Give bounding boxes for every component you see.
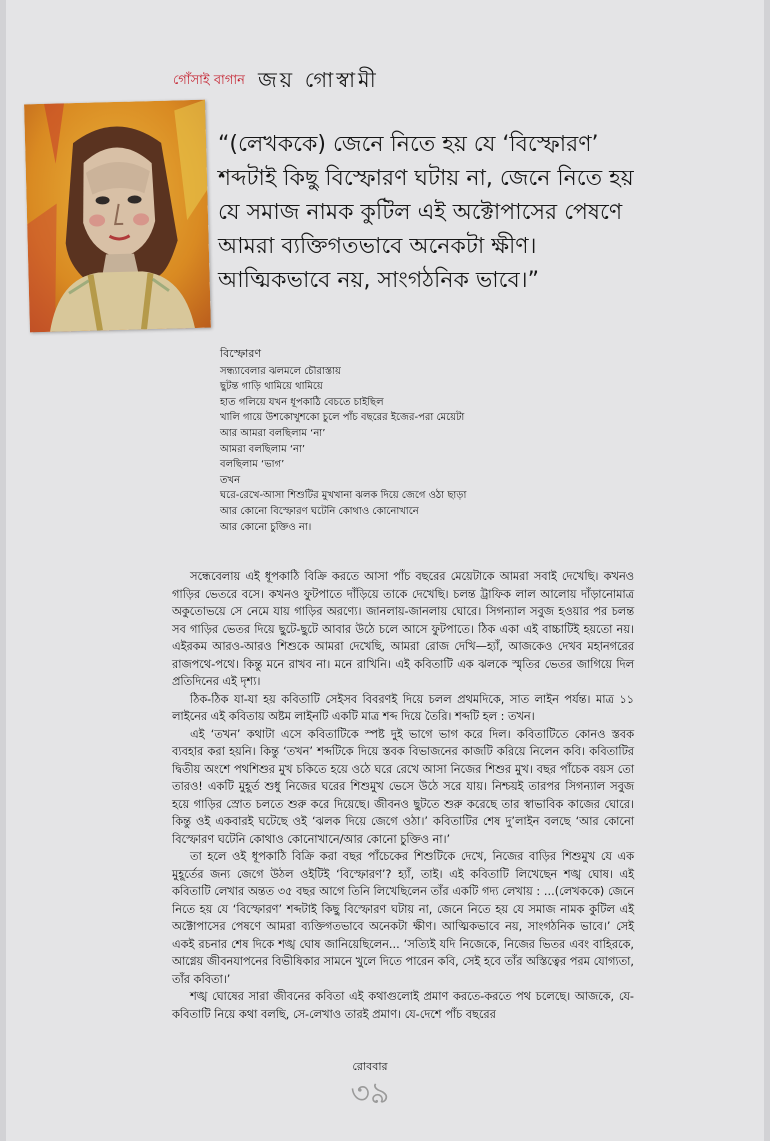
poem-line: ঘরে-রেখে-আসা শিশুটির মুখখানা ঝলক দিয়ে জেগে ওঠা ছাড়া [220,490,467,502]
article-paragraph: সন্ধেবেলায় এই ধূপকাঠি বিক্রি করতে আসা পাঁচ বছরের মেয়েটাকে আমরা সবাই দেখেছি। কখনও গাড়ির ভেতরে বসে। কখনও ফুটপাতে দাঁড়িয়ে তাকে দেখেছি। চলন্ত ট্রাফিক লাল আলোয় দাঁড়ানোমাত্র অকুতোভয়ে সে নেমে যায় গাড়ির অরণ্যে। জানলায়-জানলায় ঘোরে। সিগন্যাল সবুজ হওয়ার পর চলন্ত সব গাড়ির ভেতর দিয়ে ছুটে-ছুটে আবার উঠে চলে আসে ফুটপাতে। ঠিক একা এই বাচ্চাটিই হয়তো নয়। এইরকম আরও-আরও শিশুকে আমরা দেখেছি, আমরা রোজ দেখি—হ্যাঁ, আজকেও দেখব মহানগরের রাজপথে-পথে। কিন্তু মনে রাখব না। মনে রাখিনি। এই কবিতাটি এক ঝলকে স্মৃতির ভেতর জাগিয়ে দিল প্রতিদিনের এই দৃশ্য। [172,570,634,688]
poem-line: বলছিলাম ‘ভাগ’ [220,459,285,471]
poem-title: বিস্ফোরণ [220,347,262,360]
poem-line: আমরা বলছিলাম ‘না’ [220,443,306,455]
poem-line: আর কোনো চুক্তিও না। [220,521,312,533]
article-paragraph: শঙ্খ ঘোষের সারা জীবনের কবিতা এই কথাগুলোই প্রমাণ করতে-করতে পথ চলেছে। আজকে, যে-কবিতাটি নিয়ে কথা বলছি, সে-লেখাও তারই প্রমাণ। যে-দেশে পাঁচ বছরের [172,990,634,1021]
article-paragraph: ঠিক-ঠিক যা-যা হয় কবিতাটি সেইসব বিবরণই দিয়ে চলল প্রথমদিকে, সাত লাইন পর্যন্ত। মাত্র ১১ লাইনের এই কবিতায় অষ্টম লাইনটি একটি মাত্র শব্দ দিয়ে তৈরি। শব্দটি হল : তখন। [172,692,634,723]
poem-line: তখন [220,474,241,486]
poem-block [220,346,640,535]
quote-line: আত্মিকভাবে নয়, সাংগঠনিক ভাবে।” [218,268,539,293]
portrait-painting [24,100,211,333]
poem-line: ছুটন্ত গাড়ি থামিয়ে থামিয়ে [220,381,323,393]
article-paragraph: এই ‘তখন’ কথাটা এসে কবিতাটিকে স্পষ্ট দুই ভাগে ভাগ করে দিল। কবিতাটিতে কোনও স্তবক ব্যবহার করা হয়নি। কিন্তু ‘তখন’ শব্দটিকে দিয়ে স্তবক বিভাজনের কাজটি করিয়ে নিলেন কবি। কবিতাটির দ্বিতীয় অংশে পথশিশুর মুখ চকিতে হয়ে ওঠে ঘরে রেখে আসা নিজের শিশুর মুখ। বছর পাঁচেক বয়স তো তারও! একটি মুহূর্ত শুধু নিজের ঘরের শিশুমুখ ভেসে উঠে সরে যায়। নিশ্চয়ই তারপর সিগন্যাল সবুজ হয়ে গাড়ির স্রোত চলতে শুরু করে দিয়েছে। জীবনও ছুটতে শুরু করেছে তার স্বাভাবিক কাজের ঘোরে। কিন্তু ওই একবারই ঘটেছে ওই ‘ঝলক দিয়ে জেগে ওঠা।’ কবিতাটির শেষ দু’লাইন বলছে ‘আর কোনো বিস্ফোরণ ঘটেনি কোথাও কোনোখানে/আর কোনো চুক্তিও না।’ [172,727,634,846]
poem-line: খালি গায়ে উশকোখুশকো চুলে পাঁচ বছরের ইজের-পরা মেয়েটা [220,412,465,424]
quote-line: “(লেখককে) জেনে নিতে হয় যে ‘বিস্ফোরণ’ [218,132,599,157]
article-body [172,568,634,1023]
quote-line: যে সমাজ নামক কুটিল এই অক্টোপাসের পেষণে [218,200,623,225]
poem-line: হাত গলিয়ে যখন ধূপকাঠি বেচতে চাইছিল [220,396,384,408]
pull-quote [218,128,758,298]
author-name: জয় গোস্বামী [257,68,379,92]
poem-line: আর কোনো বিস্ফোরণ ঘটেনি কোথাও কোনোখানে [220,505,419,517]
column-header [173,64,379,99]
article-paragraph: তা হলে ওই ধূপকাঠি বিক্রি করা বছর পাঁচেকের শিশুটিকে দেখে, নিজের বাড়ির শিশুমুখ যে এক মুহূর্তের জন্য জেগে উঠল ওইটিই ‘বিস্ফোরণ’? হ্যাঁ, তাই। এই কবিতাটি লিখেছেন শঙ্খ ঘোষ। এই কবিতাটি লেখার অন্তত ৩৫ বছর আগে তিনি লিখেছিলেন তাঁর একটি গদ্য লেখায় : ...(লেখককে) জেনে নিতে হয় যে ‘বিস্ফোরণ’ শব্দটাই কিছু বিস্ফোরণ ঘটায় না, জেনে নিতে হয় যে সমাজ নামক কুটিল এই অক্টোপাসের পেষণে আমরা ব্যক্তিগতভাবে অনেকটা ক্ষীণ। আত্মিকভাবে নয়, সাংগঠনিক ভাবে।’ সেই একই রচনার শেষ দিকে শঙ্খ ঘোষ জানিয়েছিলেন... ‘সত্যিই যদি নিজেকে, নিজের ভিতর এবং বাহিরকে, আগ্নেয় জীবনযাপনের বিভীষিকার সামনে খুলে দিতে পারেন কবি, সেই হবে তাঁর অস্তিত্বের পরম যোগ্যতা, তাঁর কবিতা।’ [172,850,634,986]
magazine-name: রোববার [352,1060,388,1073]
poem-line: সন্ধ্যাবেলার ঝলমলে চৌরাস্তায় [220,365,341,377]
poem-line: আর আমরা বলছিলাম ‘না’ [220,427,326,439]
quote-line: আমরা ব্যক্তিগতভাবে অনেকটা ক্ষীণ। [218,234,537,259]
page-footer [340,1058,400,1111]
page-number: ৩৯ [350,1076,390,1111]
page-edge-left [0,0,6,1141]
column-series-name: গোঁসাই বাগান [173,73,245,88]
quote-line: শব্দটাই কিছু বিস্ফোরণ ঘটায় না, জেনে নিতে হয় [218,166,634,191]
page-edge-right [764,0,770,1141]
